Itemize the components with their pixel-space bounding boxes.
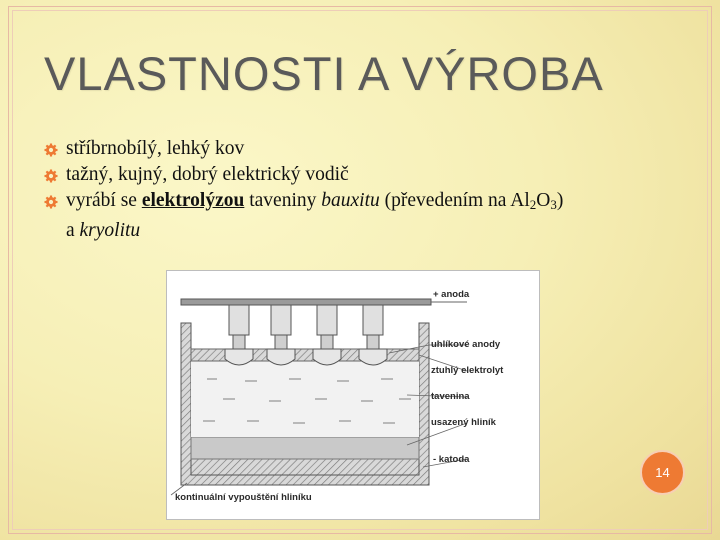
electrolysis-diagram: [166, 270, 540, 520]
electrolysis-cell-illustration: [167, 271, 539, 519]
subscript: 3: [550, 197, 557, 212]
bullet-text: tažný, kujný, dobrý elektrický vodič: [66, 164, 349, 185]
cryolite-term: kryolitu: [79, 220, 141, 241]
gear-icon: [44, 143, 58, 157]
bullet-list: [44, 136, 704, 244]
bullet-item: [44, 162, 704, 188]
anode-bus: [181, 299, 431, 305]
slide-title: VLASTNOSTI A VÝROBA: [44, 47, 604, 100]
text-run: O: [536, 190, 551, 211]
label-aluminium: usazený hliník: [431, 417, 496, 428]
text-run: taveniny: [244, 190, 322, 211]
label-carbon-anodes: uhlíkové anody: [431, 339, 501, 350]
electrolysis-term: elektrolýzou: [141, 190, 245, 211]
aluminium-layer: [191, 437, 419, 459]
gear-icon: [44, 195, 58, 209]
bullet-text: [66, 190, 563, 241]
label-melt: tavenina: [431, 391, 470, 402]
text-run: (převedením na Al: [379, 190, 530, 211]
bullet-text: stříbrnobílý, lehký kov: [66, 138, 245, 159]
label-anode: + anoda: [433, 289, 470, 300]
bauxite-term: bauxitu: [321, 190, 380, 211]
cathode: [191, 459, 419, 475]
label-tapping: kontinuální vypouštění hliníku: [175, 492, 312, 503]
gear-icon: [44, 169, 58, 183]
label-solid-electrolyte: ztuhlý elektrolyt: [431, 365, 504, 376]
text-run: a: [66, 220, 80, 241]
subscript: 2: [529, 197, 537, 212]
page-number-badge: 14: [640, 450, 685, 495]
text-run: vyrábí se: [66, 190, 142, 211]
label-cathode: - katoda: [433, 454, 470, 465]
bullet-item: [44, 136, 704, 162]
bullet-item: [44, 188, 704, 244]
text-run: ): [556, 190, 564, 211]
